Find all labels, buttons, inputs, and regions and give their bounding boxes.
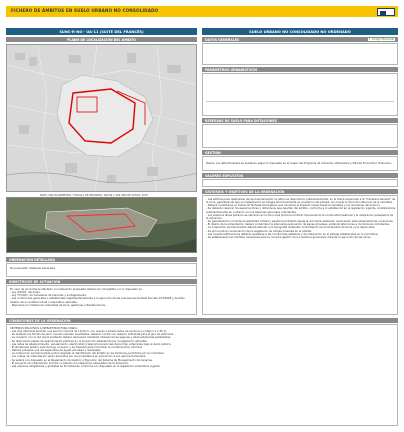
datos-title: DATOS GENERALES: [202, 37, 398, 42]
criterios-text: - Las edificaciones destinadas del aprovechamiento lucrativo se dispondrán, preferentemente, en la franja adyacente a la "Carretera General" de la zona, garantizando que su implantación se integre armónicamente en el entorno del paisaje, sin ocupar la zona de influencia de la carretera. - Deberá constituirse un frente de fachada homogéneo que minimice el impacto visual desde la carretera y los miradores del entorno. - Se deberán reservar los espacios libres y dotaciones que resulten del ámbito, conforme a lo establecido en la legislación vigente, localizándolos preferentemente en contacto con los sistemas generales colindantes. - Los espacios libres públicos se ubicarán en la zona más próxima al litoral, favoreciendo la continuidad peatonal y la integración paisajística de la actuación. - Se garantizará la correcta accesibilidad rodada y peatonal al ámbito desde la red viaria existente, resolviendo adecuadamente las conexiones. - El diseño de la urbanización deberá contemplar la adecuada evacuación de aguas pluviales, evitando afecciones a los terrenos colindantes. - La ordenación pormenorizada deberá atender a la topografía existente, minimizando los movimientos de tierra y los desmontes. - Se procurará la conservación de la vegetación de interés presente en el ámbito. - Las nuevas edificaciones deberán ajustarse a las condiciones estéticas y de integración en el paisaje establecidas en la normativa. - Se establecerán las medidas necesarias para la correcta gestión de los residuos generados durante la ejecución de las obras.: [206, 198, 396, 239]
map-title: PLANO DE LOCALIZACIÓN DEL ÁMBITO: [6, 37, 197, 42]
criterios-box: [202, 195, 398, 315]
gestion-title: GESTIÓN: [202, 150, 398, 155]
parametros-box: [202, 73, 398, 116]
valores-box: [202, 179, 398, 187]
reservas-box: [202, 124, 398, 148]
gestion-box: [202, 156, 398, 171]
classification-bar: SUELO URBANO NO CONSOLIDADO NO ORDENADO: [202, 28, 398, 35]
directrices-box: [6, 285, 197, 315]
document-header: [6, 6, 398, 17]
directrices-text: En caso de encontrarse afectado, la ordenación propuesta deberá ser compatible con lo dispuesto en: - Ley 9/2001, del Suelo. - Ley 37/2007, de Carreteras de Canarias y su Reglamento. - Las condiciones generales o establecidas reglamentariamente a la ejecución de las previsiones del Real Decreto 223/2008 y del Plan relativo de su entidad actual o dispositivo aplicable. - Mejorarse en materia de naturaleza de zona, gestiones infraestructuras.: [10, 288, 185, 307]
valores-title: VALORES EXPLÍCITOS: [202, 173, 398, 178]
condiciones-title: CONDICIONES DE LA ORDENACIÓN: [6, 318, 398, 323]
condiciones-text: CRITERIOS RELATIVOS A INFRAESTRUCTURA VIARIA: - Las vías interiores tendrán una sección mínima de 10,00 m, con aceras a ambos lados de anchura no inferior a 1,50 m. - Se evitarán los fondos de saco; cuando resulten inevitables, deberán contar con espacio suficiente para el giro de vehículos. - La conexión con la red viaria existente deberá resolverse mediante intersecciones seguras y adecuadamente señalizadas. - Se dispondrán plazas de aparcamiento públicas en la proporción establecida por la legislación aplicable. - Las redes de abastecimiento, saneamiento, electricidad y telecomunicaciones discurrirán soterradas bajo el viario público. - El alumbrado público será de bajo consumo y se diseñará para minimizar la contaminación lumínica. - Deberá preverse una red separativa de aguas pluviales y residuales. - La ordenación pormenorizada podrá reajustar la delimitación del ámbito en los términos permitidos por la normativa. - Los costes de urbanización serán asumidos por los propietarios en proporción a sus aprovechamientos. - Se estará a lo dispuesto en el Reglamento de Gestión y Ejecución del Sistema de Planeamiento de Canarias. - El proyecto de urbanización incluirá un estudio de integración paisajística de la actuación. - Las cesiones obligatorias y gratuitas se formalizarán conforme a lo dispuesto en la legislación urbanística vigente.: [10, 327, 174, 368]
criterios-title: CRITERIOS Y OBJETIVOS DE LA ORDENACIÓN: [202, 189, 398, 194]
ordenacion-text: No propuesta. Sistemas Generales: [10, 267, 55, 270]
ordenacion-title: ORDENACIÓN DETALLADA: [6, 257, 197, 262]
area-title-bar: SUNC-R-NO - UA-11 (SUITE DEL FRANCÉS): [6, 28, 197, 35]
municipal-code-badge: 1. Código Municipal: [368, 38, 394, 41]
municipal-logo: [377, 8, 395, 16]
gestion-text: Plazos: Los determinantes se ajustarán según lo dispuesto en el Anexo del Programa de Actuación Urbanística y Estudio Económico Financiero.: [206, 162, 392, 165]
aerial-photo: [6, 197, 197, 253]
directrices-title: DIRECTRICES DE ACTUACIÓN: [6, 279, 197, 284]
parametros-title: PARÁMETROS URBANÍSTICOS: [202, 67, 398, 72]
ordenacion-box: [6, 263, 197, 277]
reservas-title: RESERVAS DE SUELO PARA DOTACIONES: [202, 118, 398, 123]
document-title: FICHERO DE ÁMBITOS EN SUELO URBANO NO CONSOLIDADO: [11, 8, 159, 13]
map-caption: NOTA: UNA PLANIMETRÍA Y ESCALA DE REGISTRO: DATOS 1:150 AÑO DE VUELO: 2007: [39, 194, 149, 197]
location-map: [6, 44, 197, 192]
condiciones-box: [6, 324, 398, 426]
